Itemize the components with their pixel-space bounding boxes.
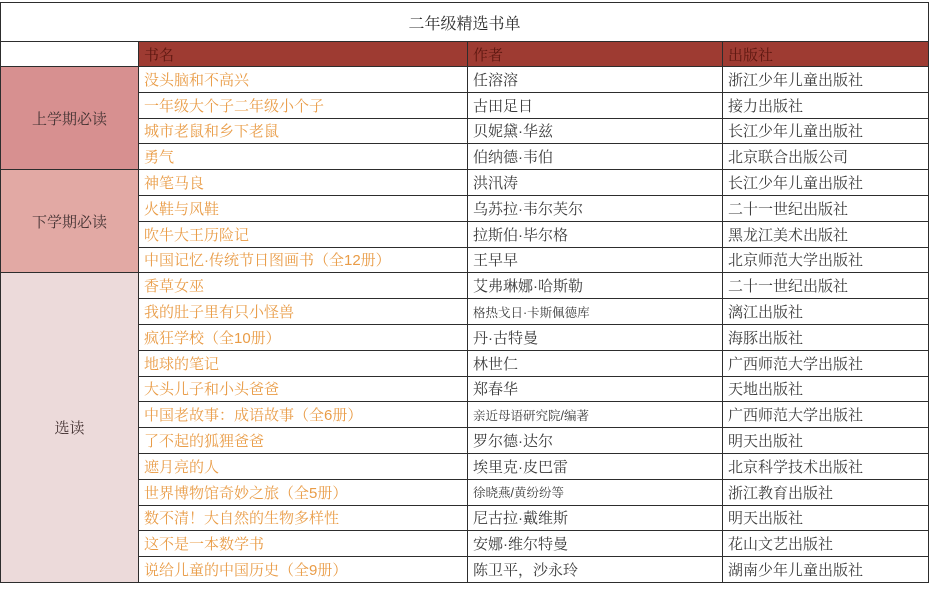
- table-row: [1, 557, 929, 583]
- book-title-cell: 世界博物馆奇妙之旅（全5册）: [139, 479, 468, 505]
- table-row: [1, 505, 929, 531]
- table-row: [1, 67, 929, 93]
- table-body: [1, 67, 929, 583]
- publisher-cell: 黑龙江美术出版社: [723, 221, 929, 247]
- author-cell: 任溶溶: [468, 67, 723, 93]
- publisher-cell: 北京师范大学出版社: [723, 247, 929, 273]
- table-row: [1, 453, 929, 479]
- author-cell: 陈卫平，沙永玲: [468, 557, 723, 583]
- group-label-cell: 选读: [1, 273, 139, 583]
- book-title-cell: 地球的笔记: [139, 350, 468, 376]
- table-row: [1, 376, 929, 402]
- book-title-cell: 火鞋与风鞋: [139, 195, 468, 221]
- book-title-cell: 我的肚子里有只小怪兽: [139, 299, 468, 325]
- author-cell: 郑春华: [468, 376, 723, 402]
- group-label-cell: 下学期必读: [1, 170, 139, 273]
- author-cell: 尼古拉·戴维斯: [468, 505, 723, 531]
- book-title-cell: 疯狂学校（全10册）: [139, 324, 468, 350]
- book-title-cell: 了不起的狐狸爸爸: [139, 428, 468, 454]
- author-cell: 古田足日: [468, 92, 723, 118]
- publisher-cell: 明天出版社: [723, 428, 929, 454]
- author-cell: 埃里克·皮巴雷: [468, 453, 723, 479]
- table-row: [1, 144, 929, 170]
- book-list-table: [0, 2, 929, 583]
- publisher-cell: 广西师范大学出版社: [723, 402, 929, 428]
- title-row: [1, 3, 929, 42]
- header-row: [1, 42, 929, 67]
- header-book-name: 书名: [139, 42, 468, 67]
- book-title-cell: 数不清！大自然的生物多样性: [139, 505, 468, 531]
- book-title-cell: 一年级大个子二年级小个子: [139, 92, 468, 118]
- author-cell: 伯纳德·韦伯: [468, 144, 723, 170]
- author-cell: 丹·古特曼: [468, 324, 723, 350]
- publisher-cell: 长江少年儿童出版社: [723, 170, 929, 196]
- table-row: [1, 170, 929, 196]
- author-cell: 拉斯伯·毕尔格: [468, 221, 723, 247]
- table-row: [1, 118, 929, 144]
- publisher-cell: 浙江少年儿童出版社: [723, 67, 929, 93]
- book-title-cell: 勇气: [139, 144, 468, 170]
- book-title-cell: 城市老鼠和乡下老鼠: [139, 118, 468, 144]
- author-cell: 林世仁: [468, 350, 723, 376]
- header-corner-cell: [1, 42, 139, 67]
- publisher-cell: 接力出版社: [723, 92, 929, 118]
- book-title-cell: 香草女巫: [139, 273, 468, 299]
- publisher-cell: 北京科学技术出版社: [723, 453, 929, 479]
- publisher-cell: 二十一世纪出版社: [723, 195, 929, 221]
- table-row: [1, 350, 929, 376]
- table-title: 二年级精选书单: [1, 3, 929, 42]
- author-cell: 安娜·维尔特曼: [468, 531, 723, 557]
- book-title-cell: 吹牛大王历险记: [139, 221, 468, 247]
- header-author: 作者: [468, 42, 723, 67]
- author-cell: 罗尔德·达尔: [468, 428, 723, 454]
- table-row: [1, 221, 929, 247]
- group-label-cell: 上学期必读: [1, 67, 139, 170]
- publisher-cell: 明天出版社: [723, 505, 929, 531]
- table-row: [1, 299, 929, 325]
- author-cell: 徐晓燕/黄纷纷等: [468, 479, 723, 505]
- author-cell: 亲近母语研究院/编著: [468, 402, 723, 428]
- book-title-cell: 说给儿童的中国历史（全9册）: [139, 557, 468, 583]
- table-row: [1, 195, 929, 221]
- table-row: [1, 531, 929, 557]
- publisher-cell: 海豚出版社: [723, 324, 929, 350]
- author-cell: 贝妮黛·华兹: [468, 118, 723, 144]
- publisher-cell: 湖南少年儿童出版社: [723, 557, 929, 583]
- book-title-cell: 神笔马良: [139, 170, 468, 196]
- book-title-cell: 大头儿子和小头爸爸: [139, 376, 468, 402]
- publisher-cell: 二十一世纪出版社: [723, 273, 929, 299]
- table-row: [1, 273, 929, 299]
- book-title-cell: 这不是一本数学书: [139, 531, 468, 557]
- publisher-cell: 北京联合出版公司: [723, 144, 929, 170]
- book-title-cell: 中国记忆·传统节日图画书（全12册）: [139, 247, 468, 273]
- table-row: [1, 428, 929, 454]
- author-cell: 洪汛涛: [468, 170, 723, 196]
- author-cell: 乌苏拉·韦尔芙尔: [468, 195, 723, 221]
- publisher-cell: 浙江教育出版社: [723, 479, 929, 505]
- table-row: [1, 479, 929, 505]
- table-row: [1, 402, 929, 428]
- table-row: [1, 324, 929, 350]
- publisher-cell: 广西师范大学出版社: [723, 350, 929, 376]
- table-row: [1, 92, 929, 118]
- book-title-cell: 中国老故事：成语故事（全6册）: [139, 402, 468, 428]
- book-title-cell: 遮月亮的人: [139, 453, 468, 479]
- publisher-cell: 长江少年儿童出版社: [723, 118, 929, 144]
- publisher-cell: 花山文艺出版社: [723, 531, 929, 557]
- publisher-cell: 天地出版社: [723, 376, 929, 402]
- header-publisher: 出版社: [723, 42, 929, 67]
- author-cell: 王早早: [468, 247, 723, 273]
- author-cell: 艾弗琳娜·哈斯勒: [468, 273, 723, 299]
- table-row: [1, 247, 929, 273]
- publisher-cell: 漓江出版社: [723, 299, 929, 325]
- author-cell: 格热戈日·卡斯佩德库: [468, 299, 723, 325]
- book-title-cell: 没头脑和不高兴: [139, 67, 468, 93]
